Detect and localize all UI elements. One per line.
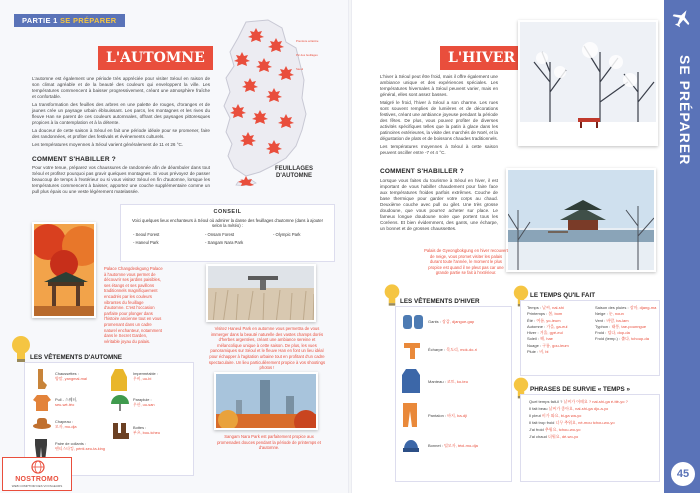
hiver-item-gloves xyxy=(428,319,474,325)
temps-row: Typhon : 태풍, tae-pounngue xyxy=(595,323,647,329)
maple-leaf-icon xyxy=(278,66,294,80)
conseil-item: - Seoul Forest xyxy=(133,232,160,237)
hiver-clothes-title: LES VÊTEMENTS D'HIVER xyxy=(400,298,480,305)
clothes-item-korean: 양말, yangmal-mal xyxy=(55,376,87,381)
maple-leaf-icon xyxy=(240,132,256,146)
photo-palace-autumn xyxy=(32,222,96,318)
logo-name: NOSTROMO xyxy=(15,476,59,483)
hiver-item-beanie xyxy=(428,443,478,449)
automne-paragraph-3: La douceur de cette saison à Séoul en fait une période idéale pour se promener, faire des randonnées, et profiter des festivals et événements culturels. xyxy=(32,128,210,139)
clothes-item-korean: 털모자, téol-mo-dja xyxy=(444,443,478,448)
clothes-item-label: Bonnet : xyxy=(428,443,443,448)
photo-sangam-park xyxy=(214,372,318,430)
maple-leaf-icon xyxy=(242,78,258,92)
clothes-item-label: Paire de collants : xyxy=(55,441,86,446)
clothes-item-label: Chapeau : xyxy=(55,419,73,424)
phrase-item: J'ai chaud 더워요, dé-wo-yo xyxy=(529,434,579,439)
clothes-item-label: Parapluie : xyxy=(133,397,152,402)
conseil-item: - Olympic Park xyxy=(273,232,301,237)
temps-row: Temps : 날씨, nal-shi xyxy=(527,305,564,310)
socks-icon xyxy=(33,369,49,389)
temps-row: Printemps : 봄, bom xyxy=(527,311,563,317)
clothes-item-korean: 목도리, mok-do-ri xyxy=(446,347,477,352)
clothes-item-label: Gants : xyxy=(428,319,441,324)
clothes-item-korean: 장갑, djangue-gap xyxy=(442,319,475,324)
maple-leaf-icon xyxy=(248,28,264,42)
maple-leaf-icon xyxy=(266,88,282,102)
phrases-box xyxy=(520,394,660,482)
temps-box xyxy=(520,300,660,376)
feuillages-line-2: D'AUTOMNE xyxy=(276,173,312,179)
map-label-first: Première éclaircie xyxy=(296,39,319,43)
page-gutter xyxy=(348,0,352,493)
automne-paragraph-1: L'automne est également une période très appréciée pour visiter Séoul en raison de son climat agréable et de la beauté des couleurs qui enveloppent la ville. Les températures commencent à baisser progressivement, créant une atmosphère fraîche et confortable. xyxy=(32,76,210,99)
temps-col-2 xyxy=(595,305,659,343)
conseil-item: - Onsam Forest xyxy=(205,232,235,237)
phrase-item: Il pleut 비가 와요, bi-ga wa-yo xyxy=(529,413,582,418)
clothes-item-korean: 부츠, bou-tcheu xyxy=(133,430,160,435)
hiver-intro xyxy=(380,74,498,156)
automne-title: L'AUTOMNE xyxy=(98,46,213,70)
conseil-item: - Haneul Park xyxy=(133,240,159,245)
maple-leaf-icon xyxy=(256,58,272,72)
clothes-item-umbrella xyxy=(133,397,193,407)
coat-icon xyxy=(402,369,420,393)
photo-snowy-park xyxy=(518,20,658,146)
plane-icon xyxy=(672,8,692,28)
temps-row: Nuage : 구름, gou-leum xyxy=(527,342,569,348)
automne-paragraph-2: La transformation des feuilles des arbres en une palette de rouges, d'oranges et de jaunes crée un paysage urbain éblouissant. Les parcs, les montagnes et les rives du fleuve Han se parent de ces couleurs automnales, offrant des paysages pittoresques propices à la contemplation et à la détente. xyxy=(32,102,210,125)
hiver-paragraph-3: Les températures moyennes à Séoul à cette saison peuvent osciller entre -7 et 4 °C. xyxy=(380,144,498,155)
maple-leaf-icon xyxy=(268,38,284,52)
sweater-icon xyxy=(33,395,51,411)
temps-row: Été : 여름, yo-leum xyxy=(527,317,561,323)
automne-habiller-text: Pour votre tenue, préparez vos chaussures de randonnée afin de déambuler dans tout Séoul et profitez pourquoi pas gravir quelques montagnes. Si vous prévoyez de passer beaucoup de temps à l'extérieur ou si vous visitez Séoul en fin d'automne, lorsque les températures commencent à baisser, apportez une couche supplémentaire comme un pull plus épais ou une veste légèrement matelassée. xyxy=(32,165,210,194)
caption-palace: Palace Changdeokgung Palace à l'automne vous permet de découvrir ses jardins paisibles, ses étangs et ses pavillons traditionnels magnifiquement encadrés par les couleurs vibrantes du feuillage d'automne. C'est l'occasion parfaite pour plonger dans l'histoire ancienne tout en vous promenant dans un cadre naturel enchanteur, notamment dans le Secret Garden, véritable joyau du palais. xyxy=(104,266,163,344)
page-number: 45 xyxy=(671,462,695,486)
temps-row: Vent : 바람, ba-lam xyxy=(595,317,629,323)
conseil-item: - Sangam Nara Park xyxy=(205,240,244,245)
temps-row: Froid : 덥다, dop-da xyxy=(595,330,630,336)
clothes-item-hat xyxy=(55,419,109,429)
logo-tagline: WEB COMPTOIR DES VOYAGEURS xyxy=(11,484,63,488)
lightbulb-icon xyxy=(10,334,32,364)
clothes-item-sweater xyxy=(55,397,109,407)
photo-gyeongbokgung-winter xyxy=(506,168,656,272)
phrase-item: Quel temps fait-il ? 날씨가 어때요 ? nal-shi-ga é-ttè-yo ? xyxy=(529,399,628,404)
lightbulb-icon xyxy=(383,282,401,308)
conseil-intro: Voici quelques lieux enchanteurs à Séoul où admirer la danse des feuillages d'automne (dans à ajouter selon la météo) : xyxy=(132,218,323,228)
maple-leaf-icon xyxy=(238,176,254,186)
clothes-item-korean: seu-wé-téo xyxy=(55,402,75,407)
caption-gyeongbokgung: Palais de Gyeongbokgung en hiver recouvert de neige, vous promet visiter les palais durant toute l'année, le moment le plus propice est quand il ne pleut pas car une grande partie se fait à l'extérieur. xyxy=(424,248,508,276)
clothes-item-label: Écharpe : xyxy=(428,347,446,352)
clothes-item-korean: 우비, uu-bi xyxy=(133,376,152,381)
hiver-paragraph-2: Malgré le froid, l'hiver à Séoul a son charme. Les rues sont souvent remplies de lumières et de décorations festives, créant une ambiance joyeuse pendant la période des fêtes. De plus, vous pouvez profiter de diverses activités spécifiques telles que la patin à glace dans les patinoires extérieures, la visite des marchés de Noël, et la dégustation de plats et de boissons chaudes traditionnels. xyxy=(380,100,498,141)
maple-leaf-icon xyxy=(278,114,294,128)
clothes-item-korean: 우산, uu-san xyxy=(133,402,155,407)
temps-title: LE TEMPS QU'IL FAIT xyxy=(530,292,596,299)
feuillages-label xyxy=(275,166,313,180)
clothes-item-korean: 팬티스타킹, pènti-seu-ta-king xyxy=(55,446,105,451)
clothes-item-label: Bottes : xyxy=(133,425,147,430)
globe-icon xyxy=(30,460,46,474)
hat-icon xyxy=(33,417,51,429)
temps-col-1 xyxy=(527,305,593,355)
caption-sangam: Sangam Nara Park est parfaitement propice aux promenades douces pendant la période de printemps et d'automne. xyxy=(217,434,321,451)
clothes-item-korean: 모자, mo-dja xyxy=(55,424,77,429)
clothes-item-label: Pantalon : xyxy=(428,413,447,418)
hiver-title: L'HIVER xyxy=(440,46,523,70)
clothes-item-socks xyxy=(55,371,109,381)
clothes-item-korean: 코트, ko-teu xyxy=(446,379,468,384)
hiver-clothes-box xyxy=(395,306,512,482)
clothes-item-korean: 바지, ba-dji xyxy=(447,413,467,418)
conseil-title: CONSEIL xyxy=(213,209,242,215)
clothes-item-boots xyxy=(133,425,193,435)
umbrella-icon xyxy=(111,395,129,413)
hiver-habiller-heading: COMMENT S'HABILLER ? xyxy=(380,168,464,175)
clothes-item-tights xyxy=(55,441,111,451)
clothes-item-raincoat xyxy=(133,371,193,381)
caption-haneul: Visitez Haneul Park en automne vous permettra de vous immerger dans la beauté naturelle des vastes champs dorés d'herbes argentées, créant une ambiance sereine et mélancolique unique à cette saison. De plus, les vues panoramiques sur Séoul et le fleuve Han en font un lieu idéal pour échapper à l'agitation urbaine tout en profitant d'un cadre spectaculaire. Un lieu particulièrement propice à vos shootings photos ! xyxy=(208,326,326,371)
part-title: SE PRÉPARER xyxy=(60,16,117,25)
phrase-item: Il fait beau 날씨가 좋아요, nal-shi-ga djo-a-yo xyxy=(529,406,609,411)
maple-leaf-icon xyxy=(230,104,246,118)
clothes-item-label: Chaussettes : xyxy=(55,371,79,376)
maple-leaf-icon xyxy=(234,52,250,66)
maple-leaf-icon xyxy=(266,140,282,154)
temps-row: Soleil : 해, hae xyxy=(527,336,553,342)
clothes-item-label: Imperméable : xyxy=(133,371,158,376)
nostromo-logo xyxy=(2,457,72,491)
automne-paragraph-4: Les températures moyennes à Séoul varient généralement de 11 et 26 °C. xyxy=(32,142,184,147)
hiver-item-pants xyxy=(428,413,467,419)
hiver-paragraph-1: L'hiver à Séoul peut être froid, mais il offre également une ambiance unique et des expériences spéciales. Les températures hivernales à Séoul peuvent varier, mais en général, elles sont assez basses. xyxy=(380,74,498,97)
beanie-icon xyxy=(402,437,420,453)
temps-row: Automne : 가을, ga-eul xyxy=(527,323,568,329)
boots-icon xyxy=(111,423,129,439)
part-number: PARTIE 1 xyxy=(22,16,58,25)
automne-habiller-heading: COMMENT S'HABILLER ? xyxy=(32,156,116,163)
feuillages-line-1: FEUILLAGES xyxy=(275,166,314,172)
temps-row: Saison des pluies : 장마, djang-ma xyxy=(595,305,657,310)
map-label-seoul: Séoul xyxy=(296,67,304,71)
hiver-item-scarf xyxy=(428,347,477,353)
clothes-item-label: Manteau : xyxy=(428,379,446,384)
conseil-box xyxy=(120,204,335,262)
temps-row: Neige : 눈, noun xyxy=(595,311,624,317)
raincoat-icon xyxy=(111,369,127,391)
temps-row: Hiver : 겨울, gyé-eul xyxy=(527,330,563,336)
side-tab-label: SE PRÉPARER xyxy=(677,54,693,166)
phrases-title: PHRASES DE SURVIE « TEMPS » xyxy=(530,386,630,393)
clothes-item-label: Pull - 스웨터, xyxy=(55,397,78,402)
hiver-item-coat xyxy=(428,379,468,385)
gloves-icon xyxy=(402,313,424,331)
photo-haneul-park xyxy=(206,264,316,322)
phrase-item: Il fait trop froid 너무 추워요, né-mou tchou-wo-yo xyxy=(529,420,615,425)
automne-intro xyxy=(32,76,210,148)
hiver-habiller-text: Lorsque vous faites du tourisme à Séoul en hiver, il est important de vous habiller chaudement pour faire face aux températures froides parfois extrêmes. Couche de base thermique pour garder votre corps au chaud. Deuxième couche avec pull ou gilet. Une très grosse doudoune, que vous pourrez acheter sur place. Le fameux longue doudoune noire que portent tous les Coréens. Et bien évidemment, des gants, une écharpe, un bonnet et de grosses chaussettes. xyxy=(380,178,498,231)
phrase-item: J'ai froid 추워요, tchou-wo-yo xyxy=(529,427,581,432)
maple-leaf-icon xyxy=(252,110,268,124)
automne-clothes-title: LES VÊTEMENTS D'AUTOMNE xyxy=(30,354,122,361)
pants-icon xyxy=(402,403,418,427)
part-header xyxy=(14,14,125,27)
temps-row: Froid (temp.) : 춥다, tchoup-da xyxy=(595,336,649,342)
scarf-icon xyxy=(402,341,422,359)
temps-row: Pluie : 비, bi xyxy=(527,349,549,355)
map-label-peak: Pic des feuillages xyxy=(296,53,318,57)
